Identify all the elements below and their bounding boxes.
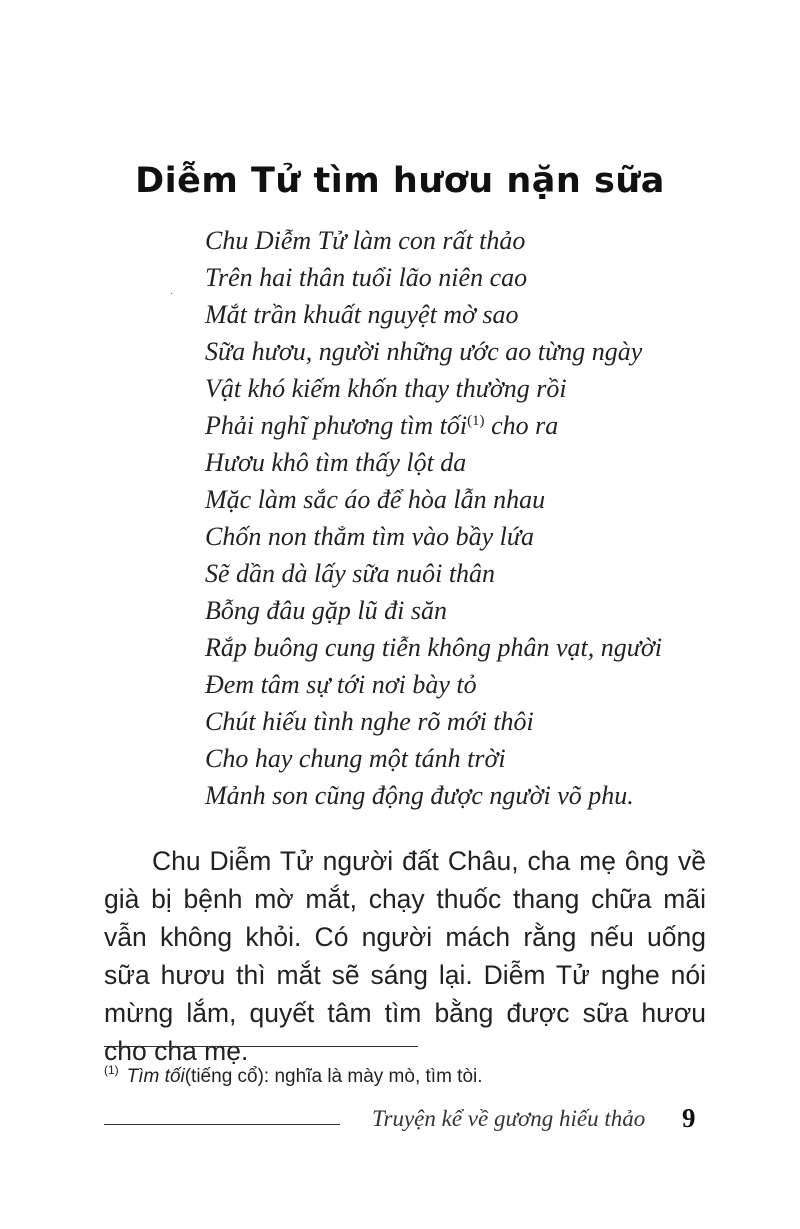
footnote-term: Tìm tối xyxy=(126,1066,185,1087)
poem-line: Chút hiếu tình nghe rõ mới thôi xyxy=(205,707,534,736)
poem-line: Hươu khô tìm thấy lột da xyxy=(205,448,467,477)
poem-line: Cho hay chung một tánh trời xyxy=(205,744,506,773)
poem-line xyxy=(205,407,662,444)
poem-line: Vật khó kiếm khốn thay thường rồi xyxy=(205,374,567,403)
footnote xyxy=(104,1063,483,1088)
poem-line: Trên hai thân tuổi lão niên cao xyxy=(205,263,528,292)
poem-line: Mắt trần khuất nguyệt mờ sao xyxy=(205,300,519,329)
footnote-mark: (1) xyxy=(104,1063,119,1077)
poem-line: Rắp buông cung tiễn không phân vạt, người xyxy=(205,633,662,662)
poem-line-tail: cho ra xyxy=(484,411,559,440)
poem-line: Mặc làm sắc áo để hòa lẫn nhau xyxy=(205,485,546,514)
poem-line: Bỗng đâu gặp lũ đi săn xyxy=(205,596,447,625)
page-number: 9 xyxy=(682,1103,696,1133)
footnote-text: (tiếng cổ): nghĩa là mày mò, tìm tòi. xyxy=(184,1066,483,1087)
poem-line-text: Phải nghĩ phương tìm tối xyxy=(205,411,468,440)
footnote-reference: (1) xyxy=(467,413,485,429)
footnote-divider xyxy=(104,1046,418,1047)
poem-line: Chốn non thẳm tìm vào bầy lứa xyxy=(205,522,535,551)
poem-line: Sẽ dần dà lấy sữa nuôi thân xyxy=(205,559,496,588)
poem-line: Mảnh son cũng động được người võ phu. xyxy=(205,781,634,810)
poem xyxy=(205,222,662,814)
page-title: Diễm Tử tìm hươu nặn sữa xyxy=(135,161,665,202)
footer-divider xyxy=(104,1124,340,1125)
poem-line: Đem tâm sự tới nơi bày tỏ xyxy=(205,670,477,699)
poem-line: Sữa hươu, người những ước ao từng ngày xyxy=(205,337,643,366)
running-title: Truyện kể về gương hiếu thảo xyxy=(372,1106,646,1131)
print-speck: · xyxy=(170,289,174,300)
body-paragraph: Chu Diễm Tử người đất Châu, cha mẹ ông về già bị bệnh mờ mắt, chạy thuốc thang chữa mãi vẫn không khỏi. Có người mách rằng nếu uống sữa hươu thì mắt sẽ sáng lại. Diễm Tử nghe nói mừng lắm, quyết tâm tìm bằng được sữa hươu cho cha mẹ. xyxy=(104,846,706,1066)
poem-line: Chu Diễm Tử làm con rất thảo xyxy=(205,226,526,255)
